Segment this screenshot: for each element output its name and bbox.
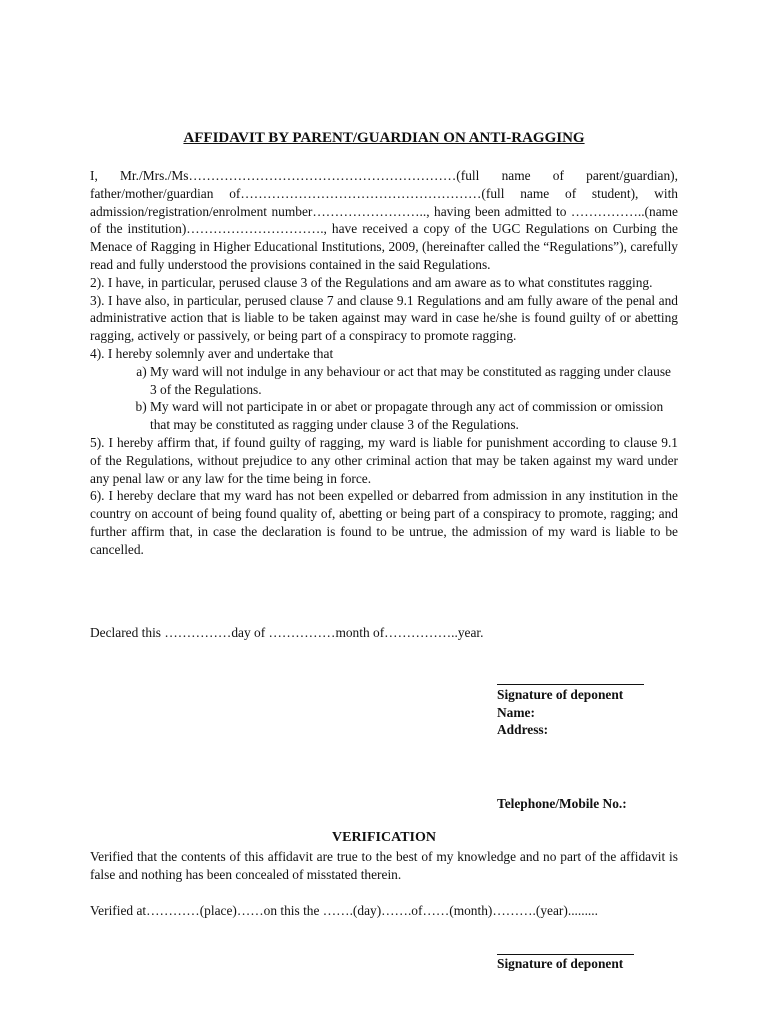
signature-block — [497, 686, 623, 739]
paragraph-5: 5). I hereby affirm that, if found guilty of ragging, my ward is liable for punishment according to clause 9.1 of the Regulations, without prejudice to any other criminal action that may be taken against my ward under any penal law or any law for the time being in force. — [90, 434, 678, 486]
verification-signature-label: Signature of deponent — [497, 956, 624, 971]
undertaking-item-a: a. My ward will not indulge in any behaviour or act that may be constituted as ragging under clause 3 of the Regulations. — [150, 363, 678, 399]
paragraph-3: 3). I have also, in particular, perused clause 7 and clause 9.1 Regulations and am fully aware of the penal and administrative action that is liable to be taken against may ward in case he/she is found guilty of or abetting ragging, actively or passively, or being part of a conspiracy to promote ragging. — [90, 292, 678, 344]
paragraph-1: I, Mr./Mrs./Ms……………………………………………………(full name of parent/guardian), father/mother/guardian of………………………………………………(full name of student), with admission/registration/enrolment number…………………….., having been admitted to ……………..(name of the institution)…………………………., have received a copy of the UGC Regulations on Curbing the Menace of Ragging in Higher Educational Institutions, 2009, (hereinafter called the “Regulations”), carefully read and fully understood the provisions contained in the said Regulations. — [90, 168, 678, 272]
paragraph-2: 2). I have, in particular, perused clause 3 of the Regulations and am aware as to what constitutes ragging. — [90, 274, 653, 290]
affidavit-body — [90, 167, 678, 559]
verification-title: VERIFICATION — [332, 830, 436, 845]
phone-label: Telephone/Mobile No.: — [497, 796, 627, 811]
verification-signature-line — [497, 954, 634, 955]
paragraph-6: 6). I hereby declare that my ward has not been expelled or debarred from admission in any institution in the country on account of being found quality of, abetting or being part of a conspiracy to promote, ragging; and further affirm that, in case the declaration is found to be untrue, the admission of my ward is liable to be cancelled. — [90, 488, 678, 557]
address-label: Address: — [497, 722, 549, 737]
name-label: Name: — [497, 704, 535, 720]
undertaking-list — [90, 363, 678, 434]
signature-line — [497, 684, 644, 685]
verification-text: Verified that the contents of this affidavit are true to the best of my knowledge and no part of the affidavit is false and nothing has been concealed of misstated therein. — [90, 849, 678, 882]
document-title: AFFIDAVIT BY PARENT/GUARDIAN ON ANTI-RAGGING — [183, 130, 585, 146]
signature-label: Signature of deponent — [497, 687, 624, 702]
undertaking-item-b: b. My ward will not participate in or abet or propagate through any act of commission or omission that may be constituted as ragging under clause 3 of the Regulations. — [150, 398, 678, 434]
verified-at-line: Verified at…………(place)……on this the …….(day)…….of……(month)……….(year)......... — [90, 903, 598, 918]
declared-line: Declared this ……………day of ……………month of……………..year. — [90, 625, 484, 640]
paragraph-4: 4). I hereby solemnly aver and undertake that — [90, 345, 334, 361]
